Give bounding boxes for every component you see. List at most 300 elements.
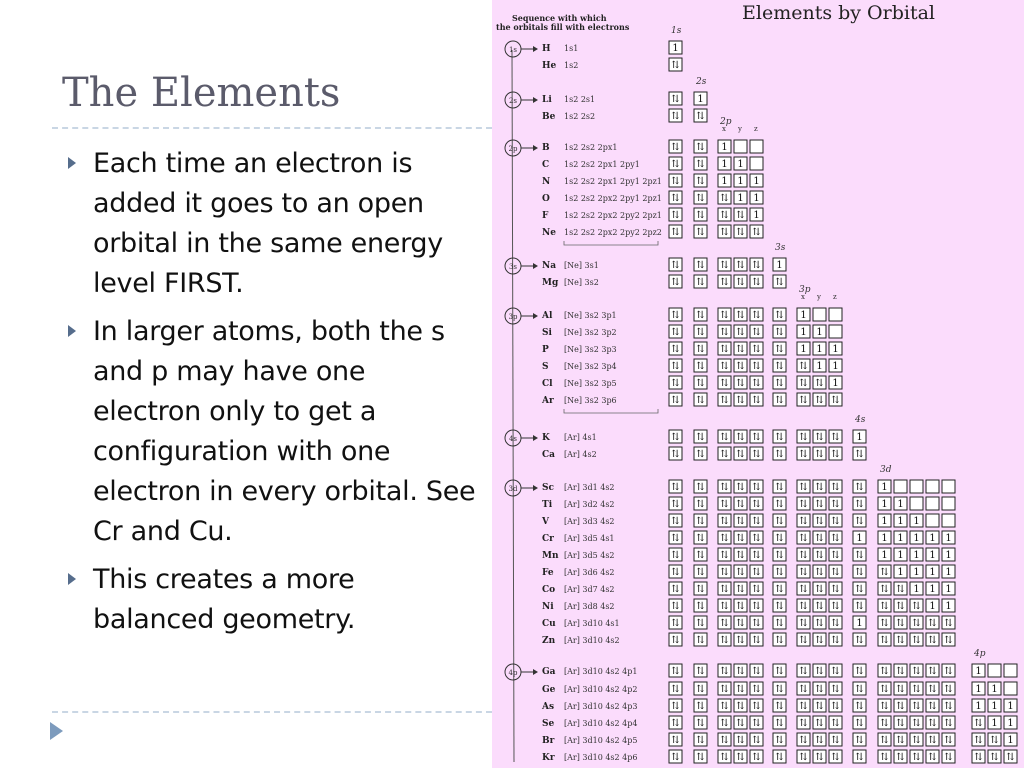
orbital-circle-label: 3p	[508, 313, 518, 321]
electron-pair-mark: ⇅	[815, 584, 824, 595]
electron-pair-mark: ⇅	[944, 735, 953, 746]
electron-pair-mark: ⇅	[855, 482, 864, 493]
orbital-circle-label: 2p	[508, 145, 518, 153]
electron-pair-mark: ⇅	[775, 516, 784, 527]
electron-pair-mark: ⇅	[696, 684, 705, 695]
orbital-box	[1004, 664, 1017, 677]
single-electron-mark: 1	[816, 327, 823, 338]
electron-pair-mark: ⇅	[928, 684, 937, 695]
electron-pair-mark: ⇅	[815, 395, 824, 406]
electron-pair-mark: ⇅	[696, 635, 705, 646]
electron-configuration: [Ar] 3d10 4s2 4p1	[564, 667, 638, 676]
electron-pair-mark: ⇅	[775, 618, 784, 629]
electron-pair-mark: ⇅	[831, 550, 840, 561]
orbital-box	[734, 140, 747, 153]
electron-pair-mark: ⇅	[855, 718, 864, 729]
electron-pair-mark: ⇅	[880, 701, 889, 712]
electron-pair-mark: ⇅	[671, 735, 680, 746]
electron-pair-mark: ⇅	[671, 684, 680, 695]
electron-pair-mark: ⇅	[671, 310, 680, 321]
single-electron-mark: 1	[672, 43, 679, 54]
electron-pair-mark: ⇅	[736, 361, 745, 372]
electron-pair-mark: ⇅	[752, 516, 761, 527]
electron-pair-mark: ⇅	[671, 142, 680, 153]
electron-pair-mark: ⇅	[944, 666, 953, 677]
footer-divider	[52, 711, 492, 713]
electron-pair-mark: ⇅	[880, 752, 889, 763]
electron-pair-mark: ⇅	[752, 378, 761, 389]
electron-pair-mark: ⇅	[736, 684, 745, 695]
electron-pair-mark: ⇅	[752, 533, 761, 544]
electron-pair-mark: ⇅	[720, 752, 729, 763]
electron-pair-mark: ⇅	[752, 752, 761, 763]
electron-pair-mark: ⇅	[736, 601, 745, 612]
electron-pair-mark: ⇅	[775, 482, 784, 493]
single-electron-mark: 1	[1007, 701, 1014, 712]
single-electron-mark: 1	[800, 344, 807, 355]
electron-pair-mark: ⇅	[831, 618, 840, 629]
electron-pair-mark: ⇅	[928, 735, 937, 746]
electron-pair-mark: ⇅	[736, 310, 745, 321]
bullet-arrow-icon	[68, 573, 76, 585]
electron-pair-mark: ⇅	[720, 361, 729, 372]
orbital-column-header: 1s	[671, 26, 682, 36]
electron-pair-mark: ⇅	[831, 718, 840, 729]
electron-configuration: [Ne] 3s1	[564, 261, 599, 270]
electron-pair-mark: ⇅	[736, 533, 745, 544]
element-symbol: Ga	[542, 667, 556, 677]
electron-pair-mark: ⇅	[720, 260, 729, 271]
electron-pair-mark: ⇅	[799, 701, 808, 712]
single-electron-mark: 1	[897, 533, 904, 544]
electron-pair-mark: ⇅	[815, 752, 824, 763]
bullet-text: In larger atoms, both the s and p may have one electron only to get a configuration with one electron in every orbital. See Cr and Cu.	[93, 316, 476, 547]
element-symbol: Br	[542, 736, 555, 746]
electron-pair-mark: ⇅	[944, 618, 953, 629]
electron-configuration: 1s2 2s1	[564, 95, 596, 104]
orbital-column-header: 2s	[696, 77, 707, 87]
electron-pair-mark: ⇅	[896, 718, 905, 729]
electron-configuration: [Ne] 3s2 3p1	[564, 311, 617, 320]
electron-pair-mark: ⇅	[736, 260, 745, 271]
element-symbol: Be	[542, 112, 556, 122]
electron-pair-mark: ⇅	[799, 752, 808, 763]
electron-pair-mark: ⇅	[671, 701, 680, 712]
orbital-box	[926, 497, 939, 510]
electron-pair-mark: ⇅	[974, 735, 983, 746]
electron-pair-mark: ⇅	[696, 499, 705, 510]
single-electron-mark: 1	[929, 550, 936, 561]
electron-pair-mark: ⇅	[696, 666, 705, 677]
electron-pair-mark: ⇅	[696, 260, 705, 271]
single-electron-mark: 1	[991, 718, 998, 729]
element-symbol: Fe	[542, 568, 554, 578]
electron-pair-mark: ⇅	[696, 159, 705, 170]
electron-pair-mark: ⇅	[696, 327, 705, 338]
electron-pair-mark: ⇅	[720, 482, 729, 493]
element-symbol: Mn	[542, 551, 559, 561]
electron-pair-mark: ⇅	[720, 344, 729, 355]
electron-pair-mark: ⇅	[799, 635, 808, 646]
electron-pair-mark: ⇅	[815, 701, 824, 712]
electron-pair-mark: ⇅	[815, 735, 824, 746]
electron-configuration: [Ar] 3d10 4s2 4p4	[564, 719, 638, 728]
electron-pair-mark: ⇅	[799, 432, 808, 443]
single-electron-mark: 1	[929, 533, 936, 544]
electron-pair-mark: ⇅	[880, 684, 889, 695]
electron-pair-mark: ⇅	[799, 567, 808, 578]
element-symbol: Cr	[542, 534, 554, 544]
electron-pair-mark: ⇅	[671, 432, 680, 443]
electron-pair-mark: ⇅	[855, 584, 864, 595]
sequence-caption: the orbitals fill with electrons	[496, 22, 630, 32]
electron-pair-mark: ⇅	[880, 601, 889, 612]
electron-pair-mark: ⇅	[944, 701, 953, 712]
electron-pair-mark: ⇅	[696, 142, 705, 153]
single-electron-mark: 1	[856, 432, 863, 443]
electron-pair-mark: ⇅	[799, 550, 808, 561]
orbital-column-header: 4s	[855, 415, 866, 425]
electron-pair-mark: ⇅	[775, 550, 784, 561]
electron-configuration: [Ne] 3s2 3p6	[564, 396, 617, 405]
electron-pair-mark: ⇅	[815, 635, 824, 646]
electron-configuration: [Ar] 3d8 4s2	[564, 602, 615, 611]
electron-pair-mark: ⇅	[775, 584, 784, 595]
title-divider	[52, 127, 492, 129]
electron-pair-mark: ⇅	[775, 310, 784, 321]
single-electron-mark: 1	[945, 533, 952, 544]
electron-pair-mark: ⇅	[736, 752, 745, 763]
electron-pair-mark: ⇅	[736, 735, 745, 746]
element-symbol: K	[542, 433, 550, 443]
electron-configuration: [Ne] 3s2 3p2	[564, 328, 617, 337]
orbital-box	[829, 308, 842, 321]
electron-pair-mark: ⇅	[696, 344, 705, 355]
electron-pair-mark: ⇅	[696, 584, 705, 595]
electron-configuration: [Ar] 3d3 4s2	[564, 517, 615, 526]
electron-pair-mark: ⇅	[671, 159, 680, 170]
single-electron-mark: 1	[856, 533, 863, 544]
orbital-axis-label: x	[801, 293, 805, 301]
electron-pair-mark: ⇅	[855, 601, 864, 612]
single-electron-mark: 1	[776, 260, 783, 271]
element-symbol: As	[542, 702, 555, 712]
bullet-arrow-icon	[68, 325, 76, 337]
orbital-box	[942, 514, 955, 527]
electron-pair-mark: ⇅	[855, 550, 864, 561]
orbital-diagram	[492, 0, 1024, 768]
electron-pair-mark: ⇅	[775, 666, 784, 677]
electron-pair-mark: ⇅	[696, 361, 705, 372]
single-electron-mark: 1	[881, 550, 888, 561]
electron-pair-mark: ⇅	[752, 482, 761, 493]
electron-pair-mark: ⇅	[671, 567, 680, 578]
element-symbol: Co	[542, 585, 556, 595]
orbital-column-header: 2p	[720, 117, 732, 127]
element-symbol: Cl	[542, 379, 553, 389]
electron-pair-mark: ⇅	[736, 449, 745, 460]
electron-configuration: [Ar] 3d6 4s2	[564, 568, 615, 577]
electron-pair-mark: ⇅	[799, 516, 808, 527]
single-electron-mark: 1	[929, 601, 936, 612]
electron-pair-mark: ⇅	[696, 449, 705, 460]
electron-configuration: [Ar] 3d10 4s2 4p5	[564, 736, 638, 745]
element-symbol: He	[542, 61, 557, 71]
element-symbol: Kr	[542, 753, 555, 763]
electron-configuration: [Ar] 3d1 4s2	[564, 483, 615, 492]
electron-pair-mark: ⇅	[855, 701, 864, 712]
electron-pair-mark: ⇅	[736, 432, 745, 443]
electron-pair-mark: ⇅	[799, 449, 808, 460]
electron-pair-mark: ⇅	[799, 601, 808, 612]
orbital-filling-figure	[492, 0, 1024, 768]
single-electron-mark: 1	[816, 361, 823, 372]
electron-pair-mark: ⇅	[752, 260, 761, 271]
electron-pair-mark: ⇅	[880, 666, 889, 677]
electron-pair-mark: ⇅	[720, 533, 729, 544]
single-electron-mark: 1	[913, 550, 920, 561]
electron-pair-mark: ⇅	[944, 684, 953, 695]
single-electron-mark: 1	[881, 499, 888, 510]
electron-pair-mark: ⇅	[799, 482, 808, 493]
element-symbol: F	[542, 211, 549, 221]
electron-configuration: [Ne] 3s2 3p5	[564, 379, 617, 388]
electron-pair-mark: ⇅	[752, 327, 761, 338]
electron-pair-mark: ⇅	[799, 378, 808, 389]
electron-configuration: [Ne] 3s2	[564, 278, 599, 287]
electron-pair-mark: ⇅	[696, 482, 705, 493]
electron-pair-mark: ⇅	[671, 618, 680, 629]
electron-pair-mark: ⇅	[775, 327, 784, 338]
electron-pair-mark: ⇅	[736, 567, 745, 578]
electron-pair-mark: ⇅	[944, 752, 953, 763]
electron-pair-mark: ⇅	[696, 533, 705, 544]
electron-pair-mark: ⇅	[855, 635, 864, 646]
single-electron-mark: 1	[753, 176, 760, 187]
electron-pair-mark: ⇅	[775, 601, 784, 612]
electron-pair-mark: ⇅	[815, 718, 824, 729]
electron-pair-mark: ⇅	[775, 344, 784, 355]
electron-pair-mark: ⇅	[912, 718, 921, 729]
electron-pair-mark: ⇅	[799, 533, 808, 544]
electron-pair-mark: ⇅	[696, 735, 705, 746]
single-electron-mark: 1	[753, 193, 760, 204]
orbital-box	[750, 140, 763, 153]
electron-pair-mark: ⇅	[928, 718, 937, 729]
single-electron-mark: 1	[945, 584, 952, 595]
electron-pair-mark: ⇅	[928, 666, 937, 677]
single-electron-mark: 1	[800, 310, 807, 321]
element-symbol: Li	[542, 95, 552, 105]
electron-configuration: [Ar] 3d10 4s2 4p3	[564, 702, 638, 711]
electron-pair-mark: ⇅	[696, 176, 705, 187]
single-electron-mark: 1	[897, 516, 904, 527]
electron-pair-mark: ⇅	[896, 752, 905, 763]
electron-pair-mark: ⇅	[671, 584, 680, 595]
electron-pair-mark: ⇅	[671, 227, 680, 238]
electron-pair-mark: ⇅	[775, 395, 784, 406]
electron-pair-mark: ⇅	[896, 618, 905, 629]
electron-pair-mark: ⇅	[799, 684, 808, 695]
electron-pair-mark: ⇅	[696, 210, 705, 221]
single-electron-mark: 1	[945, 550, 952, 561]
electron-pair-mark: ⇅	[896, 601, 905, 612]
electron-configuration: [Ne] 3s2 3p4	[564, 362, 617, 371]
electron-pair-mark: ⇅	[752, 310, 761, 321]
electron-pair-mark: ⇅	[815, 618, 824, 629]
bullet-item	[68, 560, 478, 640]
electron-pair-mark: ⇅	[671, 718, 680, 729]
orbital-circle-label: 4s	[508, 435, 518, 443]
electron-pair-mark: ⇅	[912, 701, 921, 712]
single-electron-mark: 1	[737, 176, 744, 187]
electron-pair-mark: ⇅	[831, 449, 840, 460]
electron-configuration: [Ar] 4s1	[564, 433, 597, 442]
orbital-column-header: 3s	[775, 243, 786, 253]
electron-pair-mark: ⇅	[696, 193, 705, 204]
electron-configuration: [Ar] 3d5 4s2	[564, 551, 615, 560]
electron-pair-mark: ⇅	[896, 701, 905, 712]
electron-pair-mark: ⇅	[671, 277, 680, 288]
electron-pair-mark: ⇅	[815, 516, 824, 527]
electron-pair-mark: ⇅	[736, 499, 745, 510]
electron-pair-mark: ⇅	[736, 584, 745, 595]
orbital-column-header: 3d	[880, 465, 892, 475]
electron-pair-mark: ⇅	[671, 499, 680, 510]
orbital-box	[926, 514, 939, 527]
single-electron-mark: 1	[975, 684, 982, 695]
bullet-list	[68, 144, 478, 648]
electron-pair-mark: ⇅	[880, 735, 889, 746]
electron-pair-mark: ⇅	[696, 111, 705, 122]
single-electron-mark: 1	[897, 499, 904, 510]
single-electron-mark: 1	[929, 567, 936, 578]
electron-pair-mark: ⇅	[912, 601, 921, 612]
bullet-text: Each time an electron is added it goes to an open orbital in the same energy level FIRST.	[93, 148, 443, 299]
electron-pair-mark: ⇅	[928, 701, 937, 712]
single-electron-mark: 1	[737, 159, 744, 170]
element-symbol: Ti	[542, 500, 553, 510]
single-electron-mark: 1	[697, 94, 704, 105]
electron-pair-mark: ⇅	[696, 378, 705, 389]
electron-pair-mark: ⇅	[720, 701, 729, 712]
electron-configuration: [Ar] 3d2 4s2	[564, 500, 615, 509]
orbital-circle-label: 3d	[508, 485, 518, 493]
electron-configuration: 1s2 2s2 2px1 2py1	[564, 160, 640, 169]
electron-pair-mark: ⇅	[752, 735, 761, 746]
electron-pair-mark: ⇅	[736, 701, 745, 712]
electron-pair-mark: ⇅	[696, 310, 705, 321]
electron-pair-mark: ⇅	[752, 701, 761, 712]
element-symbol: Mg	[542, 278, 559, 288]
orbital-axis-label: x	[722, 125, 726, 133]
electron-configuration: 1s2 2s2 2px2 2py1 2pz1	[564, 194, 662, 203]
electron-pair-mark: ⇅	[671, 361, 680, 372]
single-electron-mark: 1	[897, 567, 904, 578]
electron-pair-mark: ⇅	[896, 635, 905, 646]
orbital-box	[750, 157, 763, 170]
single-electron-mark: 1	[945, 601, 952, 612]
electron-configuration: 1s2 2s2 2px2 2py2 2pz1	[564, 211, 662, 220]
electron-pair-mark: ⇅	[720, 618, 729, 629]
electron-pair-mark: ⇅	[799, 618, 808, 629]
electron-pair-mark: ⇅	[736, 718, 745, 729]
electron-pair-mark: ⇅	[720, 718, 729, 729]
electron-pair-mark: ⇅	[736, 327, 745, 338]
electron-pair-mark: ⇅	[912, 684, 921, 695]
orbital-column-header: 4p	[974, 649, 986, 659]
electron-pair-mark: ⇅	[928, 618, 937, 629]
orbital-box	[813, 308, 826, 321]
orbital-axis-label: z	[833, 293, 837, 301]
element-symbol: Ca	[542, 450, 555, 460]
electron-pair-mark: ⇅	[752, 618, 761, 629]
electron-pair-mark: ⇅	[671, 601, 680, 612]
electron-pair-mark: ⇅	[696, 395, 705, 406]
electron-pair-mark: ⇅	[736, 210, 745, 221]
electron-pair-mark: ⇅	[720, 210, 729, 221]
electron-configuration: [Ar] 3d10 4s2 4p6	[564, 753, 638, 762]
orbital-box	[829, 325, 842, 338]
electron-pair-mark: ⇅	[855, 516, 864, 527]
electron-pair-mark: ⇅	[736, 395, 745, 406]
electron-pair-mark: ⇅	[720, 601, 729, 612]
electron-pair-mark: ⇅	[831, 601, 840, 612]
electron-pair-mark: ⇅	[752, 227, 761, 238]
electron-configuration: 1s2 2s2	[564, 112, 596, 121]
orbital-box	[894, 480, 907, 493]
electron-pair-mark: ⇅	[831, 533, 840, 544]
element-symbol: Ge	[542, 685, 556, 695]
electron-pair-mark: ⇅	[720, 666, 729, 677]
electron-pair-mark: ⇅	[720, 584, 729, 595]
single-electron-mark: 1	[897, 550, 904, 561]
electron-pair-mark: ⇅	[880, 567, 889, 578]
electron-pair-mark: ⇅	[815, 550, 824, 561]
electron-pair-mark: ⇅	[696, 701, 705, 712]
electron-pair-mark: ⇅	[775, 718, 784, 729]
electron-pair-mark: ⇅	[671, 752, 680, 763]
electron-pair-mark: ⇅	[831, 432, 840, 443]
single-electron-mark: 1	[975, 666, 982, 677]
electron-pair-mark: ⇅	[671, 327, 680, 338]
electron-pair-mark: ⇅	[815, 567, 824, 578]
electron-pair-mark: ⇅	[671, 94, 680, 105]
electron-pair-mark: ⇅	[775, 499, 784, 510]
electron-pair-mark: ⇅	[671, 449, 680, 460]
electron-pair-mark: ⇅	[831, 567, 840, 578]
electron-pair-mark: ⇅	[831, 666, 840, 677]
single-electron-mark: 1	[832, 378, 839, 389]
orbital-column-header: 3p	[799, 285, 811, 295]
orbital-box	[942, 480, 955, 493]
electron-pair-mark: ⇅	[896, 735, 905, 746]
electron-pair-mark: ⇅	[671, 666, 680, 677]
single-electron-mark: 1	[721, 176, 728, 187]
electron-pair-mark: ⇅	[696, 752, 705, 763]
electron-pair-mark: ⇅	[696, 432, 705, 443]
electron-pair-mark: ⇅	[815, 482, 824, 493]
electron-pair-mark: ⇅	[736, 516, 745, 527]
electron-pair-mark: ⇅	[752, 601, 761, 612]
element-symbol: S	[542, 362, 549, 372]
electron-pair-mark: ⇅	[880, 584, 889, 595]
orbital-circle-label: 2s	[508, 97, 518, 105]
slide-title: The Elements	[62, 70, 341, 116]
electron-pair-mark: ⇅	[815, 432, 824, 443]
electron-pair-mark: ⇅	[671, 344, 680, 355]
electron-pair-mark: ⇅	[880, 618, 889, 629]
